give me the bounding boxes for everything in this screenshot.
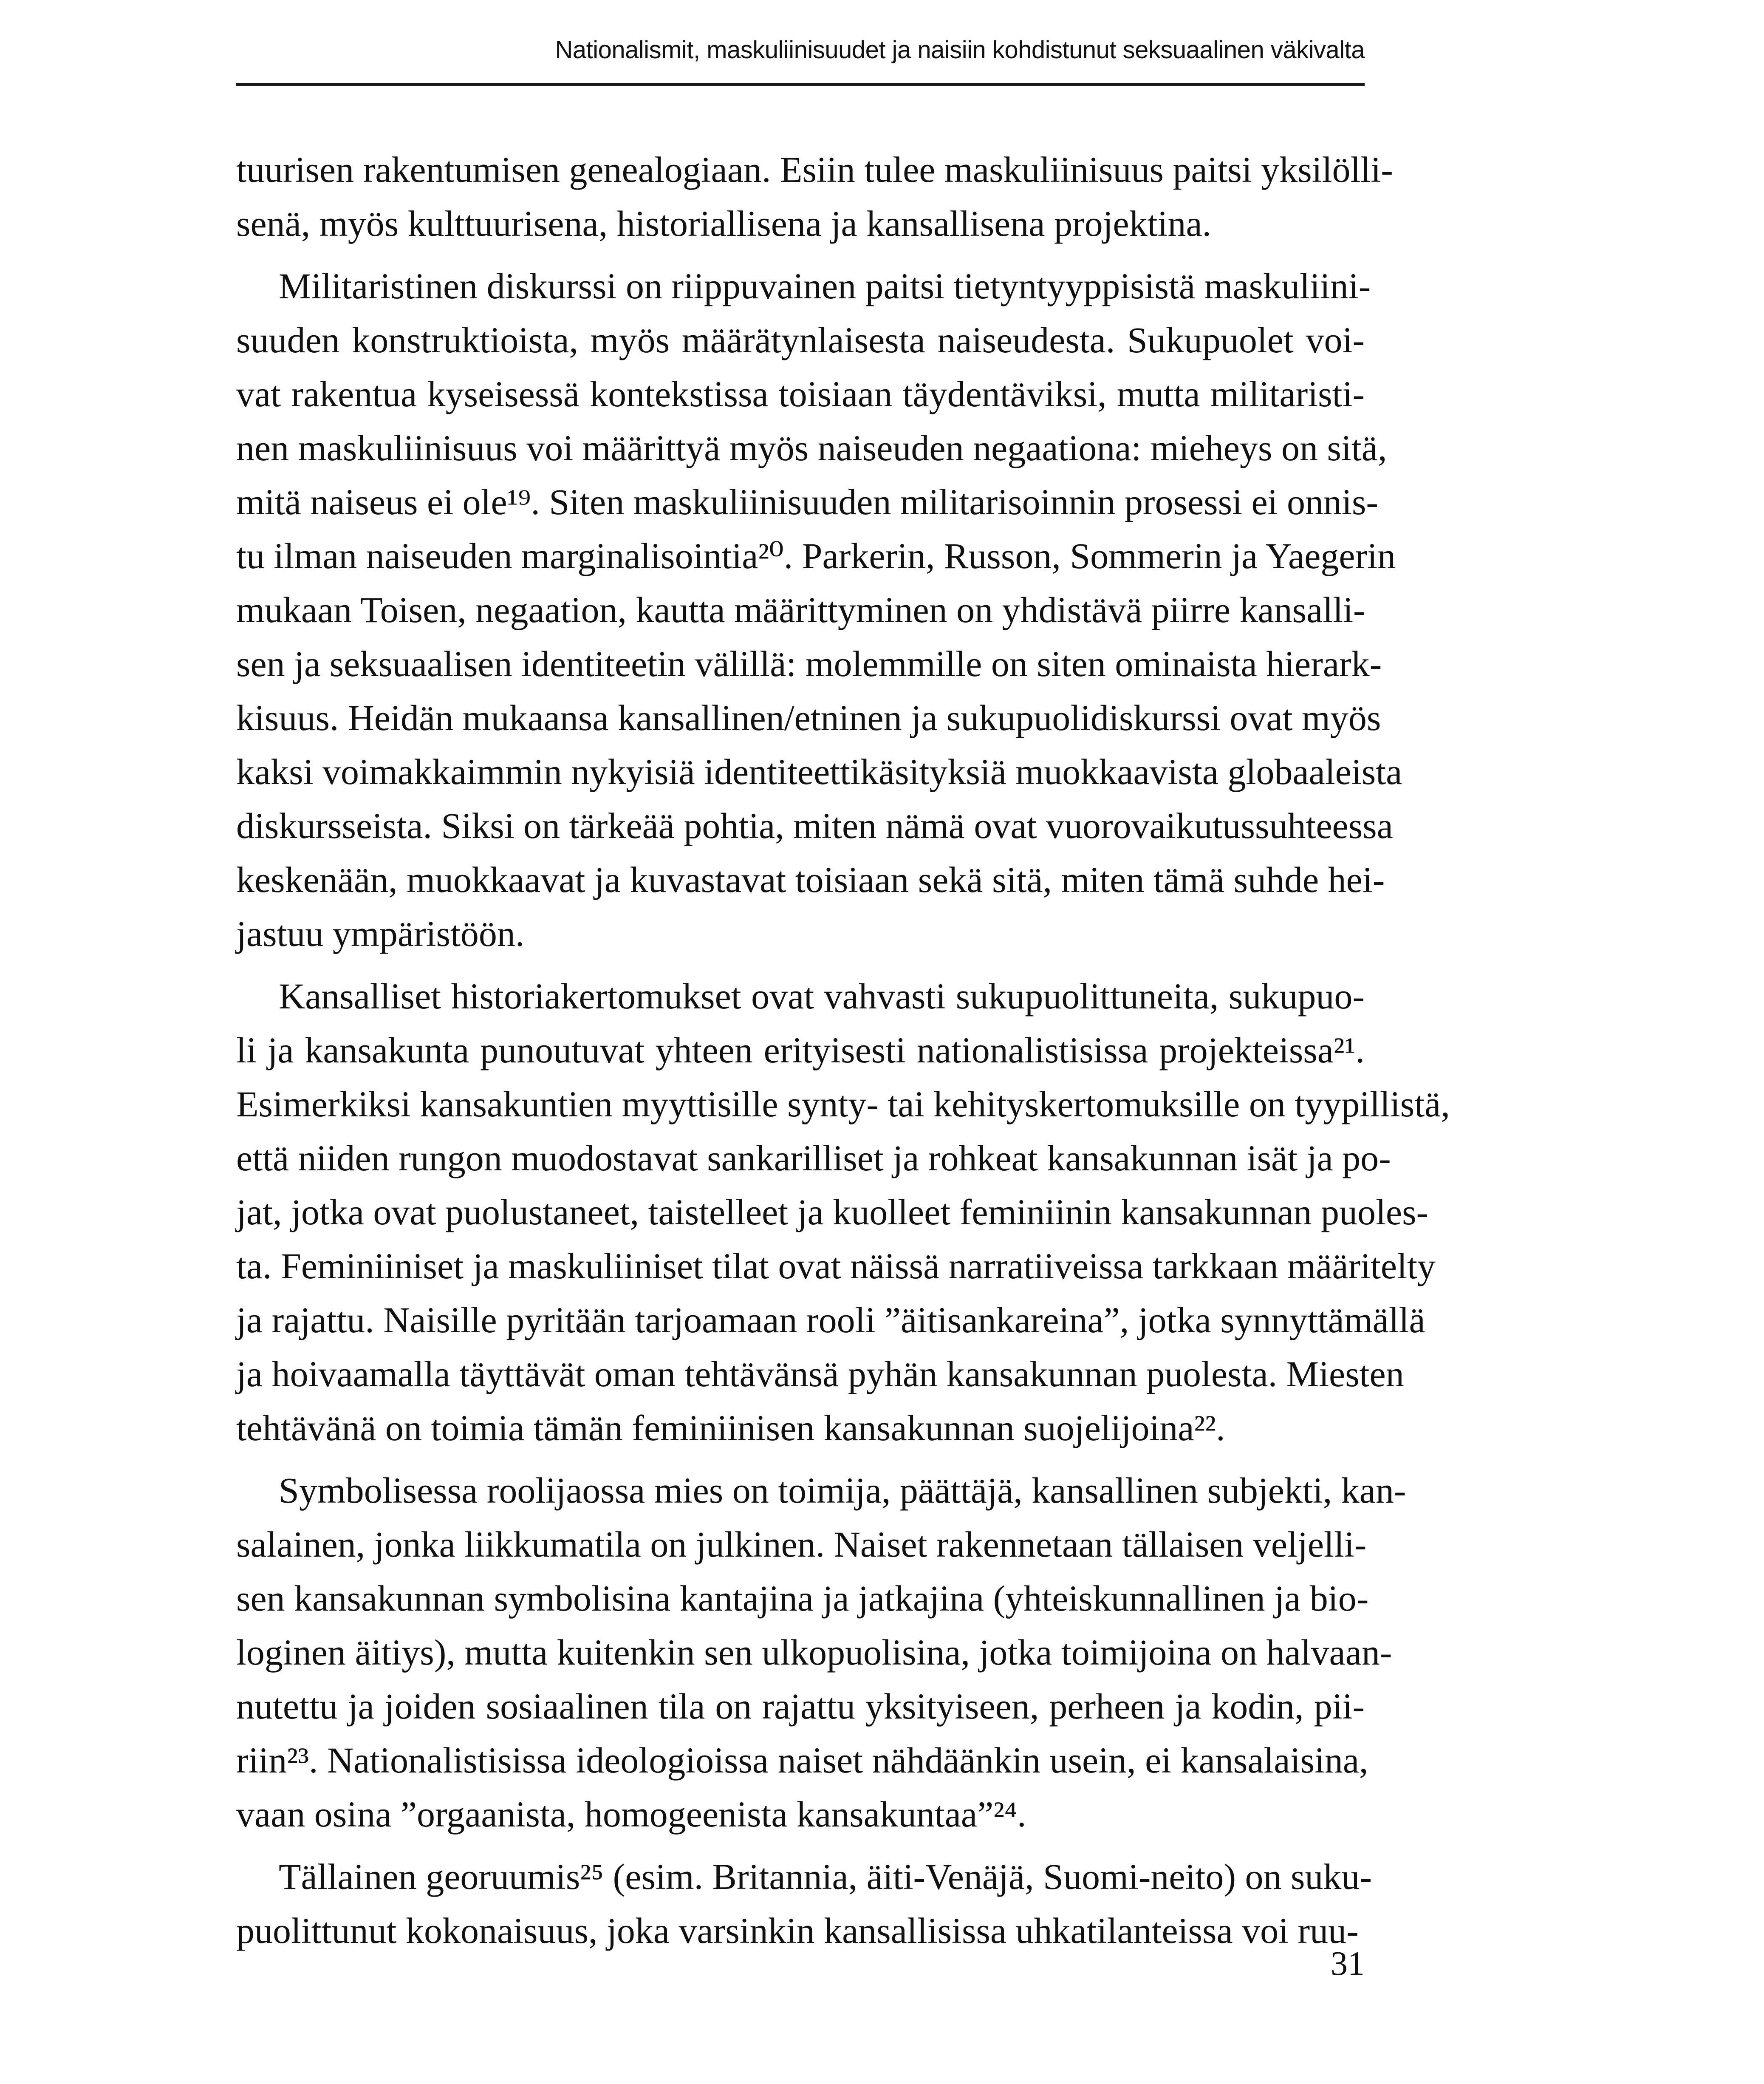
paragraph (236, 1850, 1372, 1958)
text-line: tuurisen rakentumisen genealogiaan. Esiin tulee maskuliinisuus paitsi yksilölli- (236, 149, 1393, 190)
text-line: nen maskuliinisuus voi määrittyä myös naiseuden negaationa: mieheys on sitä, (236, 428, 1387, 468)
paragraph-gap (236, 1455, 1365, 1464)
text-line: ta. Feminiiniset ja maskuliiniset tilat ovat näissä narratiiveissa tarkkaan määritelty (236, 1246, 1436, 1286)
running-header (236, 26, 1365, 86)
text-line: nutettu ja joiden sosiaalinen tila on rajattu yksityiseen, perheen ja kodin, pii- (236, 1686, 1365, 1727)
text-line: riin²³. Nationalistisissa ideologioissa naiset nähdäänkin usein, ei kansalaisina, (236, 1740, 1368, 1781)
text-line: keskenään, muokkaavat ja kuvastavat toisiaan sekä sitä, miten tämä suhde hei- (236, 859, 1385, 900)
text-line: sen kansakunnan symbolisina kantajina ja jatkajina (yhteiskunnallinen ja bio- (236, 1578, 1369, 1619)
text-line: loginen äitiys), mutta kuitenkin sen ulkopuolisina, jotka toimijoina on halvaan- (236, 1632, 1392, 1673)
paragraph (236, 1464, 1406, 1841)
paragraph (236, 969, 1450, 1455)
text-line: kaksi voimakkaimmin nykyisiä identiteettikäsityksiä muokkaavista globaaleista (236, 751, 1402, 792)
text-line: vaan osina ”orgaanista, homogeenista kansakuntaa”²⁴. (236, 1794, 1026, 1835)
text-line: salainen, jonka liikkumatila on julkinen. Naiset rakennetaan tällaisen veljelli- (236, 1524, 1367, 1565)
text-line: että niiden rungon muodostavat sankarilliset ja rohkeat kansakunnan isät ja po- (236, 1138, 1391, 1178)
text-line: kisuus. Heidän mukaansa kansallinen/etninen ja sukupuolidiskurssi ovat myös (236, 697, 1381, 738)
paragraph-gap (236, 1841, 1365, 1850)
running-header-title: Nationalismit, maskuliinisuudet ja naisiin kohdistunut seksuaalinen väkivalta (555, 36, 1365, 64)
body-text (236, 143, 1450, 1958)
text-line: mukaan Toisen, negaation, kautta määrittyminen on yhdistävä piirre kansalli- (236, 589, 1365, 630)
text-line: Kansalliset historiakertomukset ovat vahvasti sukupuolittuneita, sukupuo- (279, 976, 1365, 1017)
text-line: puolittunut kokonaisuus, joka varsinkin kansallisissa uhkatilanteissa voi ruu- (236, 1910, 1359, 1951)
text-line: Militaristinen diskurssi on riippuvainen paitsi tietyntyyppisistä maskuliini- (279, 266, 1371, 306)
text-line: Tällainen georuumis²⁵ (esim. Britannia, äiti-Venäjä, Suomi-neito) on suku- (279, 1856, 1372, 1897)
text-line: Symbolisessa roolijaossa mies on toimija, päättäjä, kansallinen subjekti, kan- (279, 1470, 1406, 1511)
text-line: jastuu ympäristöön. (236, 913, 525, 954)
text-line: diskursseista. Siksi on tärkeää pohtia, miten nämä ovat vuorovaikutussuhteessa (236, 805, 1393, 846)
text-line: ja hoivaamalla täyttävät oman tehtävänsä pyhän kansakunnan puolesta. Miesten (236, 1353, 1404, 1394)
text-line: Esimerkiksi kansakuntien myyttisille synty- tai kehityskertomuksille on tyypillistä, (236, 1084, 1450, 1124)
paragraph-gap (236, 961, 1365, 969)
page-number: 31 (1331, 1945, 1365, 1982)
text-line: senä, myös kulttuurisena, historiallisena ja kansallisena projektina. (236, 203, 1212, 244)
paragraph (236, 143, 1393, 251)
text-line: suuden konstruktioista, myös määrätynlaisesta naiseudesta. Sukupuolet voi- (236, 320, 1365, 360)
text-line: ja rajattu. Naisille pyritään tarjoamaan rooli ”äitisankareina”, jotka synnyttämällä (236, 1300, 1425, 1340)
paragraph (236, 259, 1402, 961)
text-line: jat, jotka ovat puolustaneet, taistelleet ja kuolleet feminiinin kansakunnan puoles- (236, 1192, 1429, 1232)
paragraph-gap (236, 251, 1365, 259)
text-line: tehtävänä on toimia tämän feminiinisen kansakunnan suojelijoina²². (236, 1407, 1225, 1448)
text-line: mitä naiseus ei ole¹⁹. Siten maskuliinisuuden militarisoinnin prosessi ei onnis- (236, 481, 1379, 522)
text-line: li ja kansakunta punoutuvat yhteen erityisesti nationalistisissa projekteissa²¹. (236, 1030, 1365, 1070)
text-line: vat rakentua kyseisessä kontekstissa toisiaan täydentäviksi, mutta militaristi- (236, 374, 1365, 414)
text-line: tu ilman naiseuden marginalisointia²⁰. Parkerin, Russon, Sommerin ja Yaegerin (236, 535, 1396, 576)
text-line: sen ja seksuaalisen identiteetin välillä: molemmille on siten ominaista hierark- (236, 643, 1382, 684)
